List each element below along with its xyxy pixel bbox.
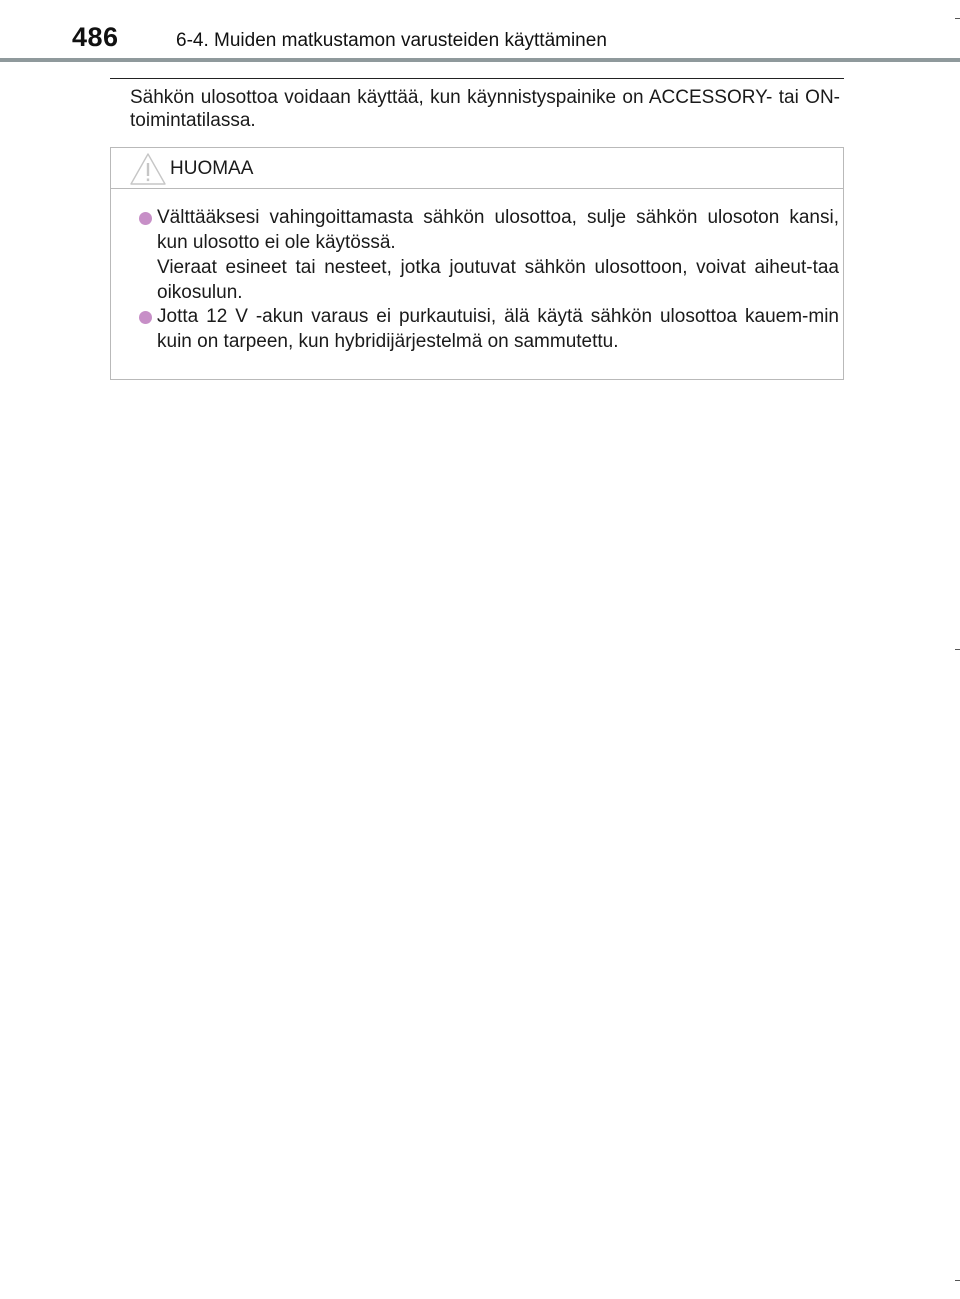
intro-divider (110, 78, 844, 79)
crop-mark (955, 1280, 960, 1281)
caution-title: HUOMAA (170, 158, 254, 179)
caution-box (110, 147, 844, 380)
page-header (0, 0, 960, 62)
crop-mark (955, 18, 960, 19)
caution-header (111, 148, 843, 189)
crop-mark (955, 649, 960, 650)
section-title: 6-4. Muiden matkustamon varusteiden käyttäminen (176, 30, 607, 51)
bullet-icon (139, 212, 152, 225)
caution-item-2 (157, 304, 839, 354)
intro-paragraph: Sähkön ulosottoa voidaan käyttää, kun käynnistyspainike on ACCESSORY- tai ON-toimintatilassa. (130, 87, 840, 131)
caution-item-1-text: Välttääksesi vahingoittamasta sähkön ulosottoa, sulje sähkön ulosoton kansi, kun ulosotto ei ole käytössä. (157, 207, 839, 253)
caution-item-2-text: Jotta 12 V -akun varaus ei purkautuisi, älä käytä sähkön ulosottoa kauem-min kuin on tarpeen, kun hybridijärjestelmä on sammutettu. (157, 306, 839, 352)
header-rule (0, 58, 960, 62)
caution-item-1-note: Vieraat esineet tai nesteet, jotka joutuvat sähkön ulosottoon, voivat aiheut-taa oikosulun. (157, 257, 839, 303)
caution-item-1 (157, 205, 839, 305)
warning-triangle-icon (129, 152, 167, 186)
page-number: 486 (72, 22, 119, 52)
bullet-icon (139, 311, 152, 324)
